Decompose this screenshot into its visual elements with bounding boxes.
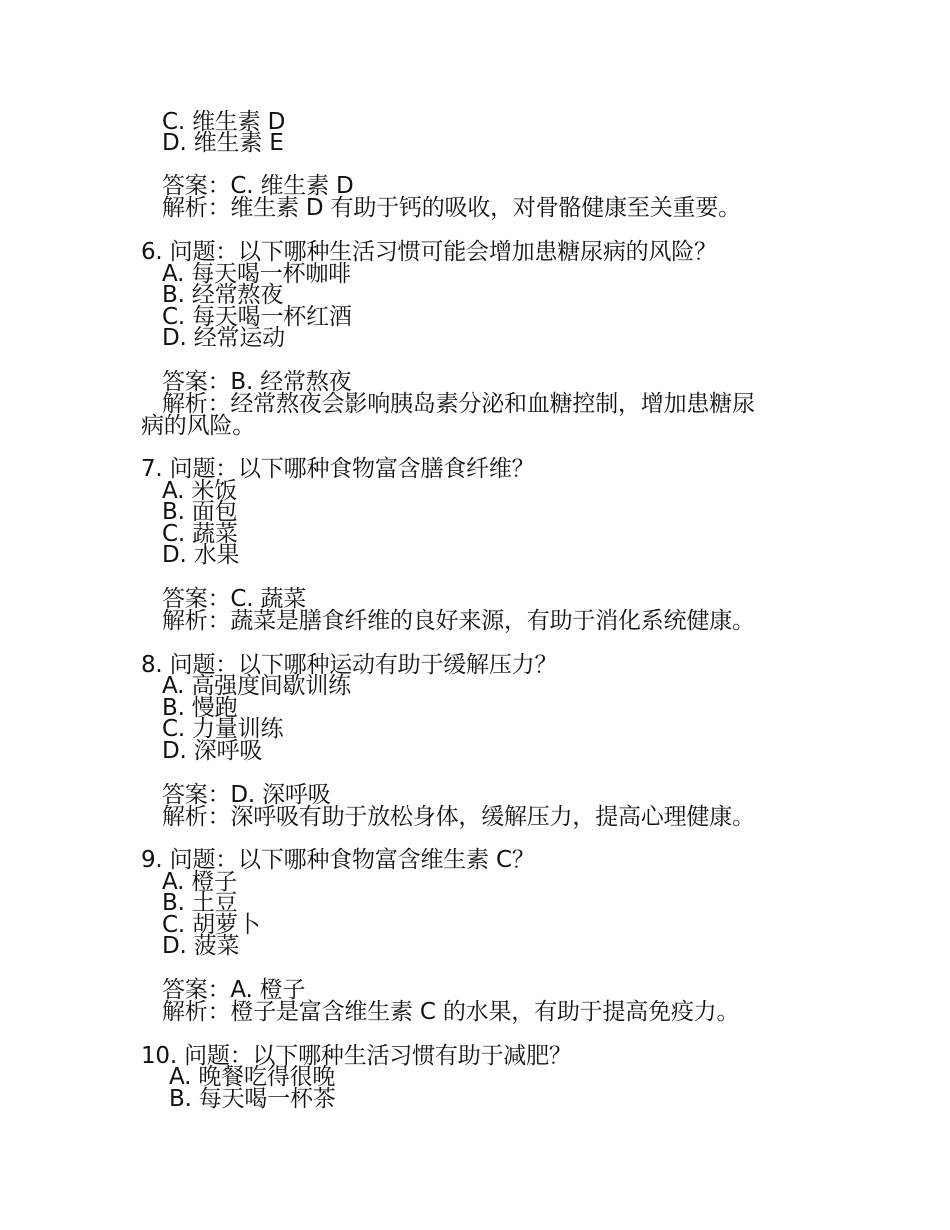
q8-answer: 答案：D. 深呼吸 (162, 782, 331, 808)
q6-explanation-continued: 病的风险。 (141, 413, 256, 439)
q8-option-a: A. 高强度间歇训练 (162, 673, 351, 699)
q9-answer: 答案：A. 橙子 (162, 977, 306, 1003)
q5-option-c: C. 维生素 D (162, 109, 286, 135)
q9-option-b: B. 土豆 (162, 890, 238, 916)
q7-option-c: C. 蔬菜 (162, 521, 238, 547)
q10-question: 10. 问题：以下哪种生活习惯有助于减肥？ (141, 1043, 572, 1069)
q6-answer: 答案：B. 经常熬夜 (162, 369, 352, 395)
q9-option-c: C. 胡萝卜 (162, 912, 261, 938)
q9-option-a: A. 橙子 (162, 869, 237, 895)
q9-explanation: 解析：橙子是富含维生素 C 的水果，有助于提高免疫力。 (162, 999, 740, 1025)
q7-option-d: D. 水果 (162, 542, 240, 568)
q6-explanation: 解析：经常熬夜会影响胰岛素分泌和血糖控制，增加患糖尿 (162, 391, 755, 417)
q9-question: 9. 问题：以下哪种食物富含维生素 C？ (141, 847, 535, 873)
q7-option-b: B. 面包 (162, 499, 238, 525)
q10-option-b: B. 每天喝一杯茶 (169, 1086, 336, 1112)
q7-answer: 答案：C. 蔬菜 (162, 586, 307, 612)
q6-option-d: D. 经常运动 (162, 325, 285, 351)
q5-option-d: D. 维生素 E (162, 130, 284, 156)
q8-option-d: D. 深呼吸 (162, 738, 263, 764)
q7-explanation: 解析：蔬菜是膳食纤维的良好来源，有助于消化系统健康。 (162, 608, 755, 634)
q6-option-c: C. 每天喝一杯红酒 (162, 304, 352, 330)
q6-option-b: B. 经常熬夜 (162, 282, 284, 308)
q8-question: 8. 问题：以下哪种运动有助于缓解压力？ (141, 652, 558, 678)
q8-option-b: B. 慢跑 (162, 695, 238, 721)
q7-option-a: A. 米饭 (162, 478, 237, 504)
q6-question: 6. 问题：以下哪种生活习惯可能会增加患糖尿病的风险？ (141, 239, 717, 265)
q5-answer: 答案：C. 维生素 D (162, 173, 354, 199)
q10-option-a: A. 晚餐吃得很晚 (169, 1064, 336, 1090)
q8-explanation: 解析：深呼吸有助于放松身体，缓解压力，提高心理健康。 (162, 804, 755, 830)
q6-option-a: A. 每天喝一杯咖啡 (162, 261, 351, 287)
q8-option-c: C. 力量训练 (162, 716, 284, 742)
q7-question: 7. 问题：以下哪种食物富含膳食纤维？ (141, 456, 535, 482)
q9-option-d: D. 菠菜 (162, 933, 240, 959)
q5-explanation: 解析：维生素 D 有助于钙的吸收，对骨骼健康至关重要。 (162, 195, 741, 221)
